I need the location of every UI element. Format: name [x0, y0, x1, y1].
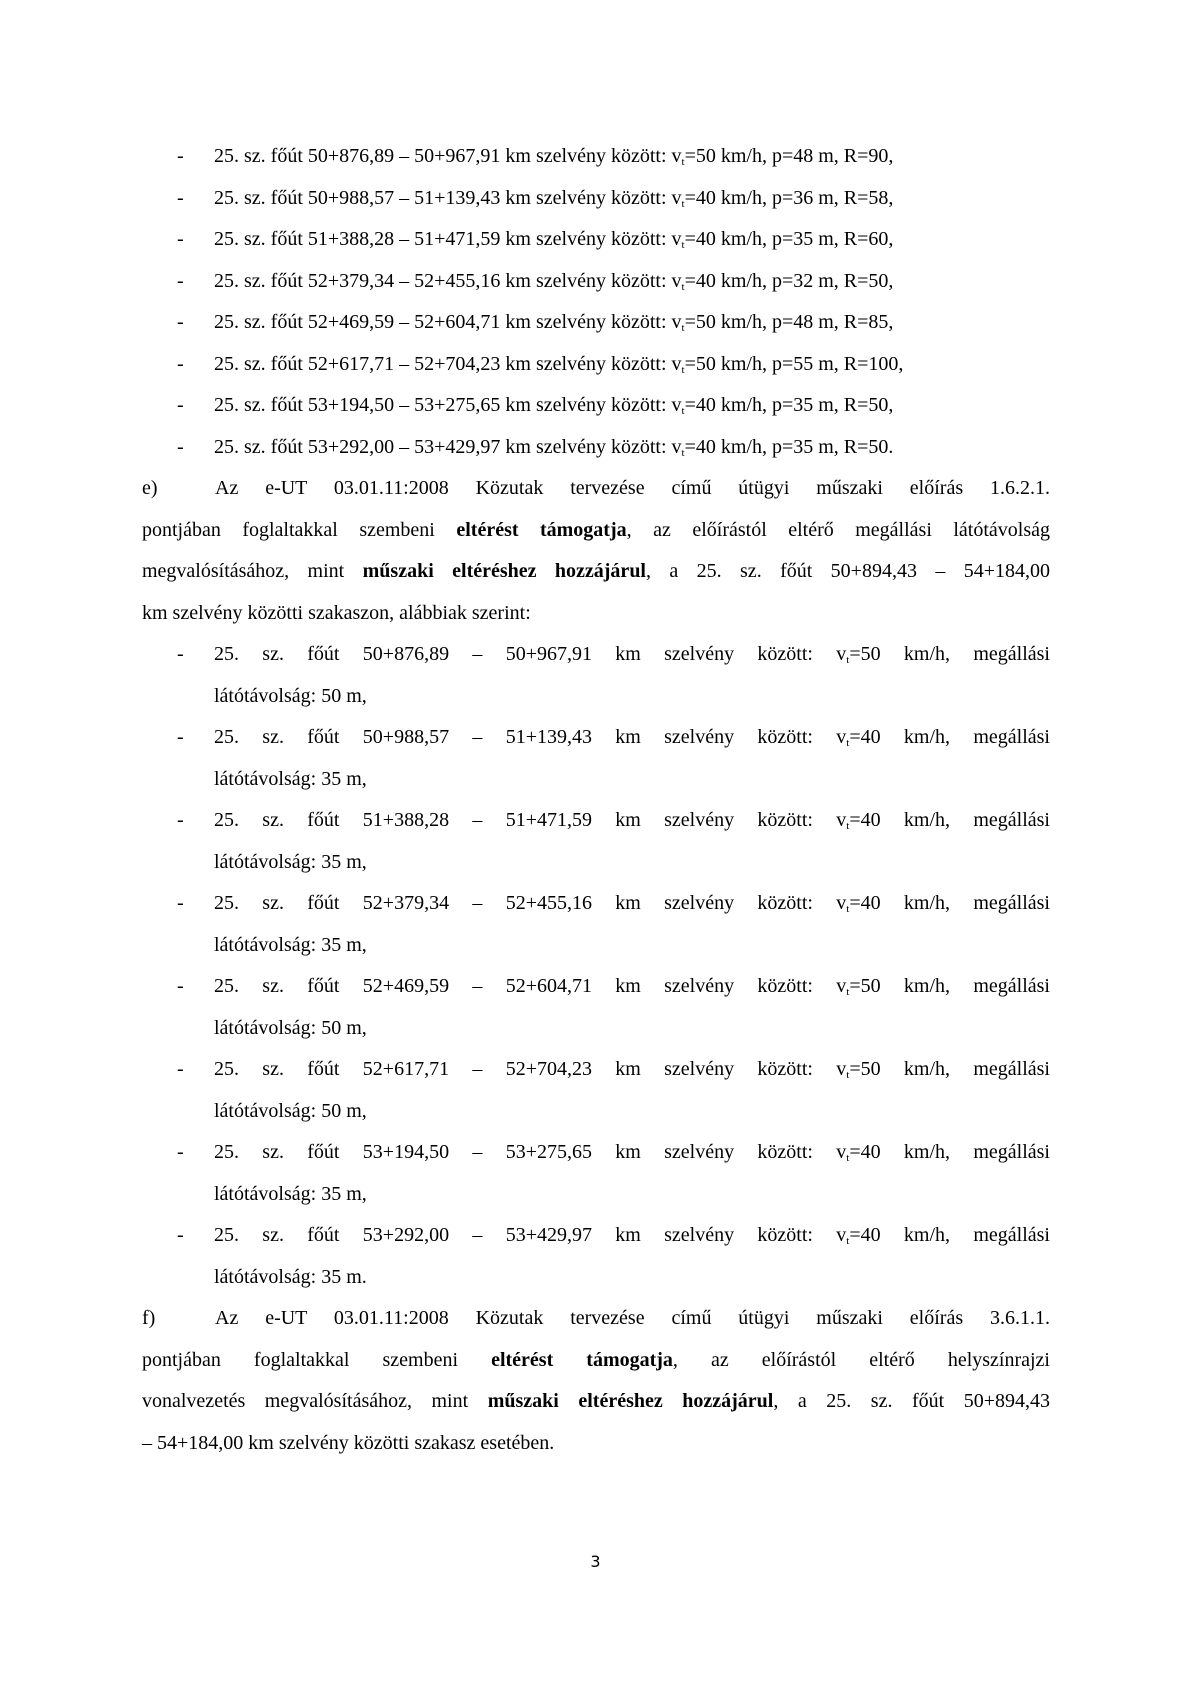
list-item — [142, 261, 1050, 303]
list-item — [142, 883, 1050, 966]
list-item-continuation: látótávolság: 35 m, — [214, 767, 367, 790]
list-item-continuation: látótávolság: 50 m, — [214, 1016, 367, 1039]
bold-phrase: műszaki eltéréshez hozzájárul — [362, 560, 646, 582]
list-dash: - — [177, 435, 184, 458]
section-f-label: f) — [142, 1307, 156, 1329]
list-dash: - — [177, 269, 184, 292]
list-item — [142, 966, 1050, 1049]
list-dash: - — [177, 892, 184, 914]
list-dash: - — [177, 1224, 184, 1246]
section-f-line-2: pontjában foglaltakkal szembeni eltérést támogatja, az előírástól eltérő helyszínrajzi — [142, 1348, 1050, 1371]
section-e-line-1: e) Az e-UT 03.01.11:2008 Közutak tervezése című útügyi műszaki előírás 1.6.2.1. — [142, 468, 1050, 510]
list-item-text: 25. sz. főút 51+388,28 – 51+471,59 km szelvény között: $v_t=40$ km/h, p=35 m, R=60, — [214, 228, 894, 251]
list-item — [142, 344, 1050, 386]
list-item-text: 25. sz. főút 53+292,00 – 53+429,97 km szelvény között: $v_t=40$ km/h, p=35 m, R=50. — [214, 435, 894, 459]
list-item-text: 25. sz. főút 50+988,57 – 51+139,43 km szelvény között: $v_t=40$ km/h, p=36 m, R=58, — [214, 186, 894, 210]
list-item-text: 25. sz. főút 52+617,71 – 52+704,23 km szelvény között: $v_t=50$ km/h, p=55 m, R=100, — [214, 352, 904, 376]
section-e-line-4: km szelvény közötti szakaszon, alábbiak szerint: — [142, 601, 531, 624]
list-item — [142, 1132, 1050, 1215]
section-f — [142, 1298, 1050, 1464]
list-item-continuation: látótávolság: 35 m, — [214, 1182, 367, 1205]
list-item-text: 25. sz. főút 53+292,00 – 53+429,97 km szelvény között: $v_t=40$ km/h, megállási — [214, 1224, 1050, 1247]
list-item-continuation: látótávolság: 50 m, — [214, 684, 367, 707]
list-item-text: 25. sz. főút 52+379,34 – 52+455,16 km szelvény között: $v_t=40$ km/h, megállási — [214, 892, 1050, 915]
list-item-continuation: látótávolság: 50 m, — [214, 1099, 367, 1122]
list-dash: - — [177, 726, 184, 748]
list-item-text: 25. sz. főút 50+988,57 – 51+139,43 km szelvény között: $v_t=40$ km/h, megállási — [214, 726, 1050, 749]
list-item — [142, 1215, 1050, 1298]
bold-phrase: eltérést támogatja — [456, 518, 627, 541]
list-item — [142, 385, 1050, 427]
list-item-continuation: látótávolság: 35 m. — [214, 1265, 367, 1288]
list-dash: - — [177, 1141, 184, 1163]
list-item-text: 25. sz. főút 52+469,59 – 52+604,71 km szelvény között: $v_t=50$ km/h, megállási — [214, 975, 1050, 998]
section-f-line-4: – 54+184,00 km szelvény közötti szakasz esetében. — [142, 1431, 555, 1454]
list-item — [142, 717, 1050, 800]
list-dash: - — [177, 145, 184, 167]
section-e-list — [142, 634, 1050, 1298]
list-item — [142, 427, 1050, 469]
bold-phrase: műszaki eltéréshez hozzájárul — [487, 1390, 774, 1412]
section-f-line-1: f) Az e-UT 03.01.11:2008 Közutak tervezése című útügyi műszaki előírás 3.6.1.1. — [142, 1298, 1050, 1340]
list-dash: - — [177, 228, 184, 250]
section-e-line-2: pontjában foglaltakkal szembeni eltérést támogatja, az előírástól eltérő megállási látótávolság — [142, 518, 1050, 541]
list-dash: - — [177, 1058, 184, 1080]
list-item-text: 25. sz. főút 53+194,50 – 53+275,65 km szelvény között: $v_t=40$ km/h, p=35 m, R=50, — [214, 394, 894, 417]
list-item-text: 25. sz. főút 51+388,28 – 51+471,59 km szelvény között: $v_t=40$ km/h, megállási — [214, 809, 1050, 832]
list-item-text: 25. sz. főút 52+379,34 – 52+455,16 km szelvény között: $v_t=40$ km/h, p=32 m, R=50, — [214, 269, 894, 293]
list-item — [142, 136, 1050, 178]
list-item-text: 25. sz. főút 50+876,89 – 50+967,91 km szelvény között: $v_t=50$ km/h, megállási — [214, 643, 1050, 666]
section-e-line-3: megvalósításához, mint műszaki eltéréshez hozzájárul, a 25. sz. főút 50+894,43 – 54+184,00 — [142, 560, 1050, 582]
section-e — [142, 468, 1050, 1298]
list-item-continuation: látótávolság: 35 m, — [214, 850, 367, 873]
list-item-text: 25. sz. főút 52+617,71 – 52+704,23 km szelvény között: $v_t=50$ km/h, megállási — [214, 1058, 1050, 1081]
section-e-label: e) — [142, 477, 158, 499]
list-item-text: 25. sz. főút 50+876,89 – 50+967,91 km szelvény között: $v_t=50$ km/h, p=48 m, R=90, — [214, 145, 894, 168]
list-dash: - — [177, 809, 184, 831]
list-dash: - — [177, 643, 184, 665]
list-dash: - — [177, 311, 184, 333]
bold-phrase: eltérést támogatja — [491, 1348, 673, 1371]
list-item — [142, 1049, 1050, 1132]
page-number: 3 — [590, 1552, 601, 1571]
list-dash: - — [177, 394, 184, 416]
list-dash: - — [177, 975, 184, 997]
page-content — [142, 136, 1050, 1464]
list-item — [142, 219, 1050, 261]
list-item — [142, 302, 1050, 344]
list-item — [142, 800, 1050, 883]
list-item — [142, 178, 1050, 220]
list-dash: - — [177, 186, 184, 209]
list-item-text: 25. sz. főút 53+194,50 – 53+275,65 km szelvény között: $v_t=40$ km/h, megállási — [214, 1141, 1050, 1164]
section-f-line-3: vonalvezetés megvalósításához, mint műszaki eltéréshez hozzájárul, a 25. sz. főút 50+894,43 — [142, 1390, 1050, 1412]
section-d-list — [142, 136, 1050, 468]
list-item-text: 25. sz. főút 52+469,59 – 52+604,71 km szelvény között: $v_t=50$ km/h, p=48 m, R=85, — [214, 311, 894, 334]
list-item — [142, 634, 1050, 717]
list-item-continuation: látótávolság: 35 m, — [214, 933, 367, 956]
list-dash: - — [177, 352, 184, 375]
